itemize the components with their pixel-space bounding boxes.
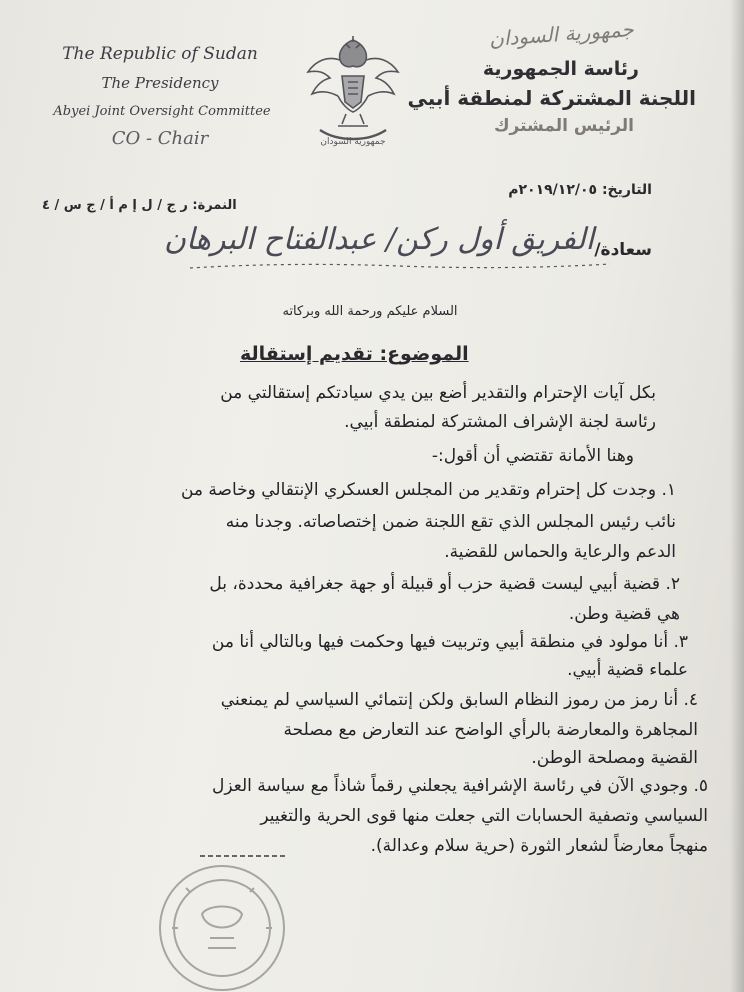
date-label: التاريخ: — [601, 182, 652, 198]
header-ar-committee: اللجنة المشتركة لمنطقة أبيي — [407, 86, 696, 110]
body-line-8: هي قضية وطن. — [568, 604, 680, 624]
body-line-6: الدعم والرعاية والحماس للقضية. — [444, 542, 676, 562]
secretary-bird-emblem-icon — [298, 30, 408, 148]
body-line-13: القضية ومصلحة الوطن. — [531, 748, 698, 768]
date-value: ٢٠١٩/١٢/٠٥م — [508, 182, 598, 198]
header-ar-presidency: رئاسة الجمهورية — [482, 58, 639, 80]
body-line-7: ٢. قضية أبيي ليست قضية حزب أو قبيلة أو جهة جغرافية محددة، بل — [209, 574, 680, 594]
body-line-10: علماء قضية أبيي. — [567, 660, 688, 680]
ref-value: ر ج / ل إ م أ / ج س / ٤ — [42, 198, 188, 213]
emblem-caption: جمهورية السودان — [320, 137, 386, 147]
body-line-3: وهنا الأمانة تقتضي أن أقول:- — [431, 446, 634, 466]
header-en-republic: The Republic of Sudan — [62, 44, 258, 64]
official-round-stamp-icon — [150, 858, 295, 992]
header-en-cochair: CO - Chair — [111, 128, 209, 149]
addressee-underline — [190, 258, 610, 274]
body-line-9: ٣. أنا مولود في منطقة أبيي وتربيت فيها وحكمت فيها وبالتالي أنا من — [211, 632, 688, 652]
header-en-committee: Abyei Joint Oversight Committee — [53, 104, 271, 119]
body-line-5: نائب رئيس المجلس الذي تقع اللجنة ضمن إختصاصاته. وجدنا منه — [225, 512, 676, 532]
ref-label: النمرة: — [192, 198, 237, 213]
body-line-4: ١. وجدت كل إحترام وتقدير من المجلس العسكري الإنتقالي وخاصة من — [180, 480, 676, 500]
page-edge-shadow — [730, 0, 744, 992]
body-line-14: ٥. وجودي الآن في رئاسة الإشرافية يجعلني رقماً شاذاً مع سياسة العزل — [212, 776, 708, 796]
header-ar-script-title: جمهورية السودان — [488, 16, 635, 52]
body-line-16: منهجاً معارضاً لشعار الثورة (حرية سلام وعدالة). — [370, 836, 708, 856]
date-line — [508, 182, 652, 198]
greeting: السلام عليكم ورحمة الله وبركاته — [282, 304, 458, 319]
body-line-11: ٤. أنا رمز من رموز النظام السابق ولكن إنتمائي السياسي لم يمنعني — [220, 690, 698, 710]
header-ar-cochair: الرئيس المشترك — [493, 116, 634, 136]
subject-line: الموضوع: تقديم إستقالة — [240, 343, 469, 365]
addressee-name: الفريق أول ركن/ عبدالفتاح البرهان — [163, 222, 594, 257]
body-line-12: المجاهرة والمعارضة بالرأي الواضح عند التعارض مع مصلحة — [283, 720, 698, 740]
ref-line — [42, 198, 237, 213]
body-line-2: رئاسة لجنة الإشراف المشتركة لمنطقة أبيي. — [344, 412, 656, 432]
body-line-1: بكل آيات الإحترام والتقدير أضع بين يدي سيادتكم إستقالتي من — [220, 383, 656, 403]
body-line-15: السياسي وتصفية الحسابات التي جعلت منها قوى الحرية والتغيير — [260, 806, 708, 826]
addressee-label: سعادة/ — [594, 240, 652, 260]
header-en-presidency: The Presidency — [101, 74, 219, 92]
